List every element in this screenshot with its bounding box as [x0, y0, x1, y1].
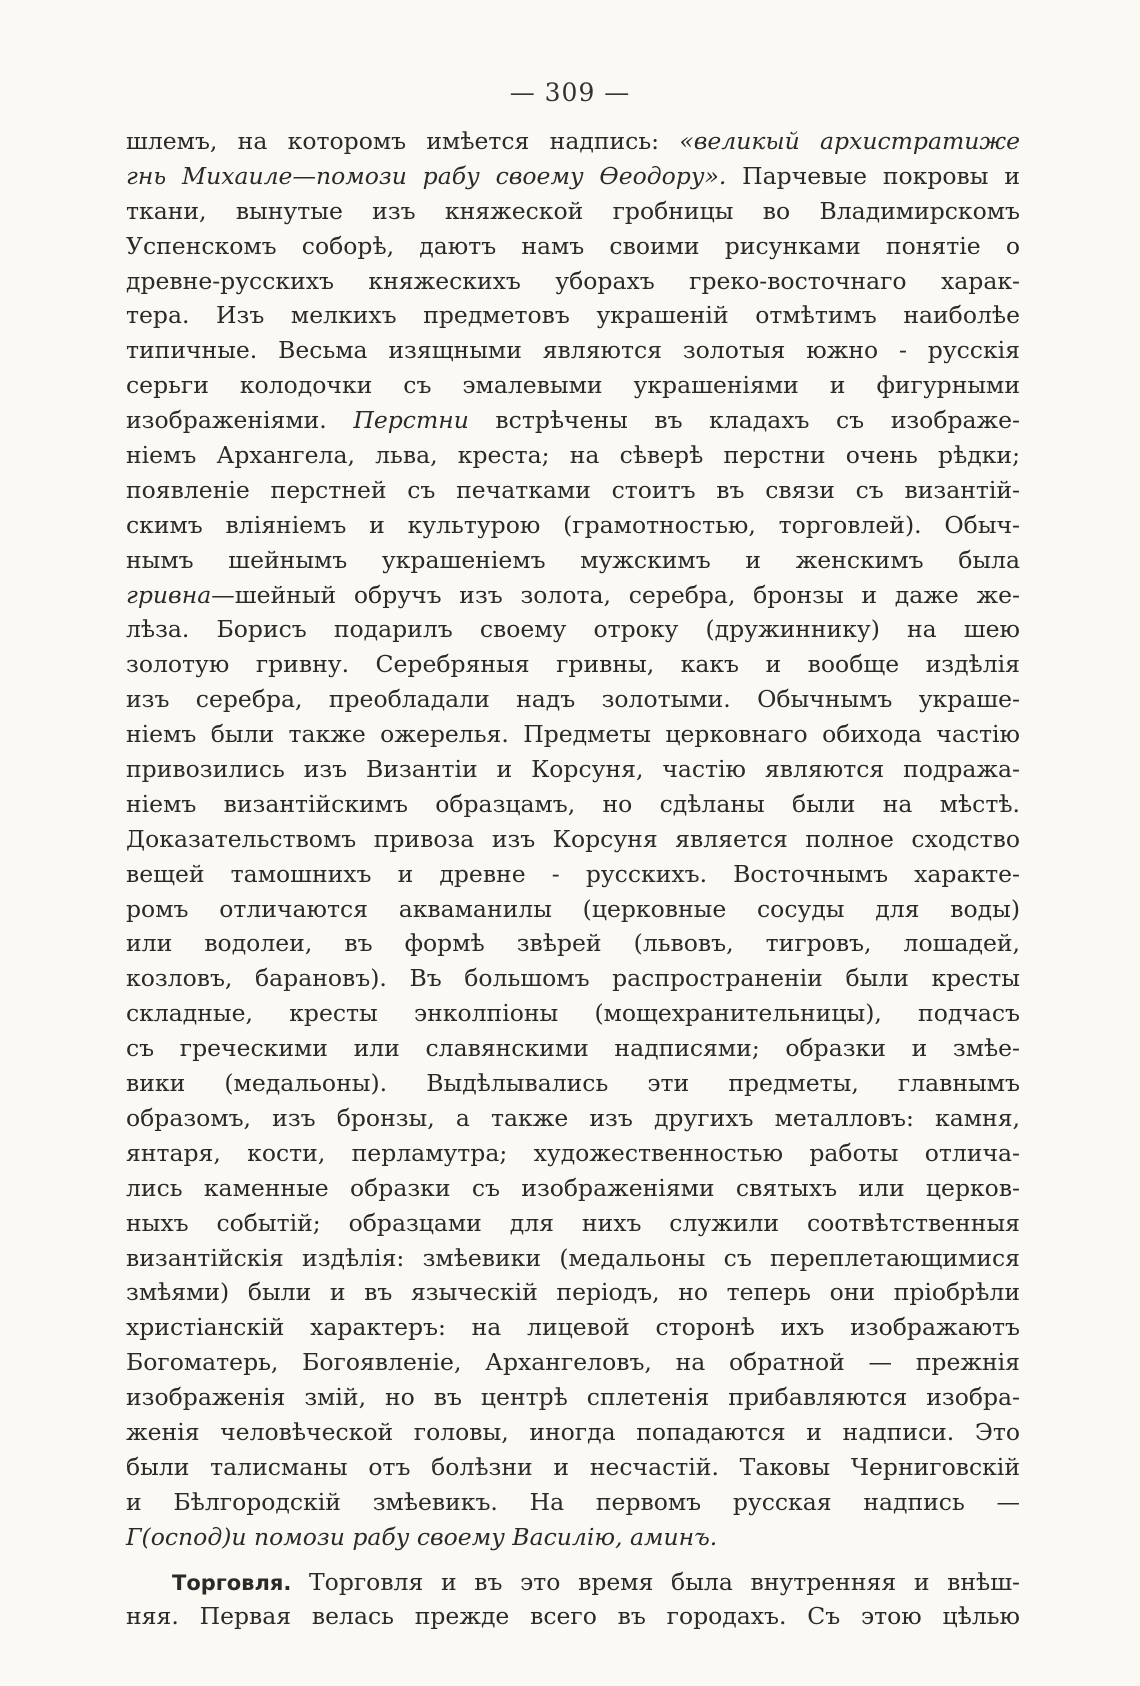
- text-line: [126, 822, 1020, 857]
- text-line: [126, 508, 1020, 543]
- text-segment: или водолеи, въ формѣ звѣрей (львовъ, тигровъ, лошадей,: [126, 929, 1020, 958]
- text-line: [126, 926, 1020, 961]
- text-line: [126, 438, 1020, 473]
- text-line: [126, 961, 1020, 996]
- text-line: [126, 1450, 1020, 1485]
- text-line: [126, 1066, 1020, 1101]
- text-line: [126, 1599, 1020, 1634]
- italic-text: гнь Михаиле—помози рабу своему Ѳеодору».: [126, 161, 727, 190]
- text-line: [126, 1380, 1020, 1415]
- text-segment: образомъ, изъ бронзы, а также изъ другихъ металловъ: камня,: [126, 1103, 1020, 1132]
- text-line: [126, 159, 1020, 194]
- text-segment: ніемъ Архангела, льва, креста; на сѣверѣ перстни очень рѣдки;: [126, 441, 1020, 470]
- text-segment: шлемъ, на которомъ имѣется надпись:: [126, 127, 680, 155]
- text-segment: византійскія издѣлія: змѣевики (медальоны съ переплетающимися: [126, 1243, 1020, 1272]
- text-segment: скимъ вліяніемъ и культурою (грамотностью, торговлей). Обыч-: [126, 510, 1020, 539]
- text-segment: женія человѣческой головы, иногда попадаются и надписи. Это: [126, 1417, 1020, 1446]
- text-line: [126, 892, 1020, 927]
- italic-text: Перстни: [353, 406, 469, 435]
- italic-text: «великый архистратиже: [679, 127, 1020, 155]
- text-line: [126, 752, 1020, 787]
- text-segment: ткани, вынутые изъ княжеской гробницы во Владимирскомъ: [126, 196, 1020, 225]
- text-segment: лись каменные образки съ изображеніями святыхъ или церков-: [126, 1173, 1020, 1202]
- text-line: [126, 124, 1020, 159]
- page-number: — 309 —: [509, 78, 631, 107]
- text-segment: ныхъ событій; образцами для нихъ служили соотвѣтственныя: [126, 1208, 1020, 1237]
- text-line: [126, 194, 1020, 229]
- body-text: [126, 124, 1020, 1634]
- italic-text: Г(оспод)и помози рабу своему Василію, аминъ.: [126, 1522, 718, 1551]
- text-line: [126, 368, 1020, 403]
- text-line: [126, 473, 1020, 508]
- text-line: [126, 298, 1020, 333]
- paragraph-trade: [126, 1565, 1020, 1635]
- text-segment: Успенскомъ соборѣ, даютъ намъ своими рисунками понятіе о: [126, 231, 1020, 260]
- text-line: [126, 1485, 1020, 1520]
- text-segment: —шейный обручъ изъ золота, серебра, бронзы и даже же-: [211, 580, 1020, 609]
- text-line: [126, 1275, 1020, 1310]
- text-segment: Доказательствомъ привоза изъ Корсуня является полное сходство: [126, 824, 1020, 853]
- text-line: [126, 1101, 1020, 1136]
- text-line: [126, 1171, 1020, 1206]
- text-segment: козловъ, барановъ). Въ большомъ распространеніи были кресты: [126, 964, 1020, 993]
- paragraph-ornaments: [126, 124, 1020, 1555]
- text-line: [126, 1241, 1020, 1276]
- text-segment: ніемъ были также ожерелья. Предметы церковнаго обихода частію: [126, 720, 1020, 749]
- text-line: [126, 1520, 1020, 1555]
- text-segment: серьги колодочки съ эмалевыми украшеніями и фигурными: [126, 371, 1020, 400]
- text-line: [126, 264, 1020, 299]
- text-line: [126, 543, 1020, 578]
- text-segment: складные, кресты энколпіоны (мощехранительницы), подчасъ: [126, 999, 1020, 1028]
- text-segment: тера. Изъ мелкихъ предметовъ украшеній отмѣтимъ наиболѣе: [126, 301, 1020, 330]
- text-line: [126, 857, 1020, 892]
- text-segment: съ греческими или славянскими надписями; образки и змѣе-: [126, 1034, 1020, 1063]
- text-segment: были талисманы отъ болѣзни и несчастій. Таковы Черниговскій: [126, 1452, 1020, 1481]
- text-segment: лѣза. Борисъ подарилъ своему отроку (дружиннику) на шею: [126, 615, 1020, 644]
- text-segment: привозились изъ Византіи и Корсуня, частію являются подража-: [126, 755, 1020, 784]
- text-line: [126, 682, 1020, 717]
- text-line: [126, 229, 1020, 264]
- text-segment: изъ серебра, преобладали надъ золотыми. Обычнымъ украше-: [126, 685, 1020, 714]
- text-line: [126, 787, 1020, 822]
- text-segment: ромъ отличаются акваманилы (церковные сосуды для воды): [126, 894, 1020, 923]
- section-heading: Торговля.: [172, 1570, 292, 1595]
- text-line: [126, 1206, 1020, 1241]
- text-line: [126, 1565, 1020, 1600]
- text-segment: змѣями) были и въ языческій періодъ, но теперь они пріобрѣли: [126, 1278, 1020, 1307]
- text-line: [126, 647, 1020, 682]
- text-line: [126, 1031, 1020, 1066]
- text-line: [126, 717, 1020, 752]
- text-segment: и Бѣлгородскій змѣевикъ. На первомъ русская надпись —: [126, 1487, 1020, 1516]
- text-line: [126, 1345, 1020, 1380]
- text-segment: вещей тамошнихъ и древне - русскихъ. Восточнымъ характе-: [126, 859, 1020, 888]
- text-segment: древне-русскихъ княжескихъ уборахъ греко-восточнаго харак-: [126, 266, 1020, 295]
- italic-text: гривна: [126, 580, 212, 609]
- text-segment: Парчевые покровы и: [726, 161, 1021, 190]
- text-line: [126, 1136, 1020, 1171]
- text-segment: золотую гривну. Серебряныя гривны, какъ и вообще издѣлія: [126, 650, 1020, 679]
- text-segment: изображенія змій, но въ центрѣ сплетенія прибавляются изобра-: [126, 1383, 1020, 1412]
- text-segment: няя. Первая велась прежде всего въ городахъ. Съ этою цѣлью: [126, 1602, 1020, 1631]
- text-segment: появленіе перстней съ печатками стоитъ въ связи съ византій-: [126, 475, 1020, 504]
- text-line: [126, 403, 1020, 438]
- text-segment: типичные. Весьма изящными являются золотыя южно - русскія: [126, 336, 1020, 365]
- text-segment: ніемъ византійскимъ образцамъ, но сдѣланы были на мѣстѣ.: [126, 789, 1020, 818]
- text-line: [126, 333, 1020, 368]
- text-segment: нымъ шейнымъ украшеніемъ мужскимъ и женскимъ была: [126, 545, 1020, 574]
- text-segment: христіанскій характеръ: на лицевой сторонѣ ихъ изображаютъ: [126, 1313, 1020, 1342]
- text-line: [126, 1415, 1020, 1450]
- text-line: [126, 578, 1020, 613]
- text-segment: Торговля и въ это время была внутренняя и внѣш-: [291, 1567, 1020, 1596]
- text-line: [126, 612, 1020, 647]
- text-line: [126, 1310, 1020, 1345]
- text-segment: изображеніями.: [126, 406, 354, 435]
- text-line: [126, 996, 1020, 1031]
- text-segment: янтаря, кости, перламутра; художественностью работы отлича-: [126, 1138, 1020, 1167]
- text-segment: Богоматерь, Богоявленіе, Архангеловъ, на обратной — прежнія: [126, 1348, 1020, 1377]
- text-segment: вики (медальоны). Выдѣлывались эти предметы, главнымъ: [126, 1069, 1020, 1098]
- text-segment: встрѣчены въ кладахъ съ изображе-: [468, 406, 1020, 435]
